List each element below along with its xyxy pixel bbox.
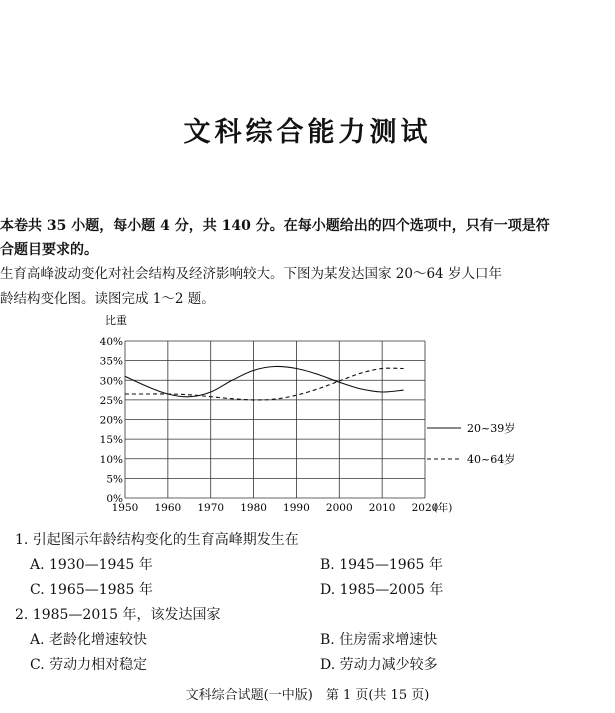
y-tick-label: 40% [99,336,123,348]
legend-label: 40~64岁 [467,453,516,466]
y-tick-label: 5% [106,473,123,486]
chart-ticks [100,336,453,514]
y-tick-label: 10% [99,453,123,466]
page-title: 文科综合能力测试 [183,117,432,148]
question-2-option-c[interactable]: C. 劳动力相对稳定 [30,657,148,673]
x-tick-label: 1960 [154,502,182,514]
series-line-20-39 [125,366,404,396]
x-tick-label: 2010 [368,502,396,514]
x-tick-label: 2020 [411,502,439,514]
legend-label: 20~39岁 [467,422,516,435]
series-line-40-64 [125,368,404,400]
question-2-option-a[interactable]: A. 老龄化增速较快 [30,632,148,648]
y-tick-label: 0% [106,493,123,505]
stem-line-1: 生育高峰波动变化对社会结构及经济影响较大。下图为某发达国家 20～64 岁人口年 [0,266,502,282]
instructions [0,214,615,262]
y-tick-label: 25% [99,394,123,407]
question-2-option-d[interactable]: D. 劳动力减少较多 [320,657,438,673]
chart-legend [427,421,515,466]
chart-series [125,366,404,399]
page-footer: 文科综合试题(一中版) 第 1 页(共 15 页) [185,688,430,703]
instructions-line-1: 本卷共 35 小题，每小题 4 分，共 140 分。在每小题给出的四个选项中，只有一项是符 [0,218,550,234]
x-tick-label: 1990 [283,502,310,514]
x-tick-label: 2000 [325,502,353,514]
x-axis-label: (年) [433,502,453,514]
y-tick-label: 35% [99,355,123,368]
age-structure-chart [95,312,535,524]
question-1-stem: 1. 引起图示年龄结构变化的生育高峰期发生在 [15,532,299,548]
y-tick-label: 20% [99,414,123,427]
question-1-option-b[interactable]: B. 1945—1965 年 [320,557,443,573]
instructions-line-2: 合题目要求的。 [0,242,98,258]
question-2-option-b[interactable]: B. 住房需求增速快 [320,632,438,648]
y-tick-label: 30% [99,375,123,388]
question-2-stem: 2. 1985—2015 年，该发达国家 [15,607,221,623]
question-1-option-d[interactable]: D. 1985—2005 年 [320,582,444,598]
stem-line-2: 龄结构变化图。读图完成 1～2 题。 [0,291,215,307]
question-1-option-a[interactable]: A. 1930—1945 年 [30,557,153,573]
x-tick-label: 1980 [240,502,267,514]
y-tick-label: 15% [99,434,123,447]
question-1-option-c[interactable]: C. 1965—1985 年 [30,582,153,598]
question-group-stem [0,262,615,312]
y-axis-label: 比重 [105,314,127,327]
chart-grid [125,341,425,498]
x-tick-label: 1970 [197,502,225,514]
x-tick-label: 1950 [111,502,139,514]
